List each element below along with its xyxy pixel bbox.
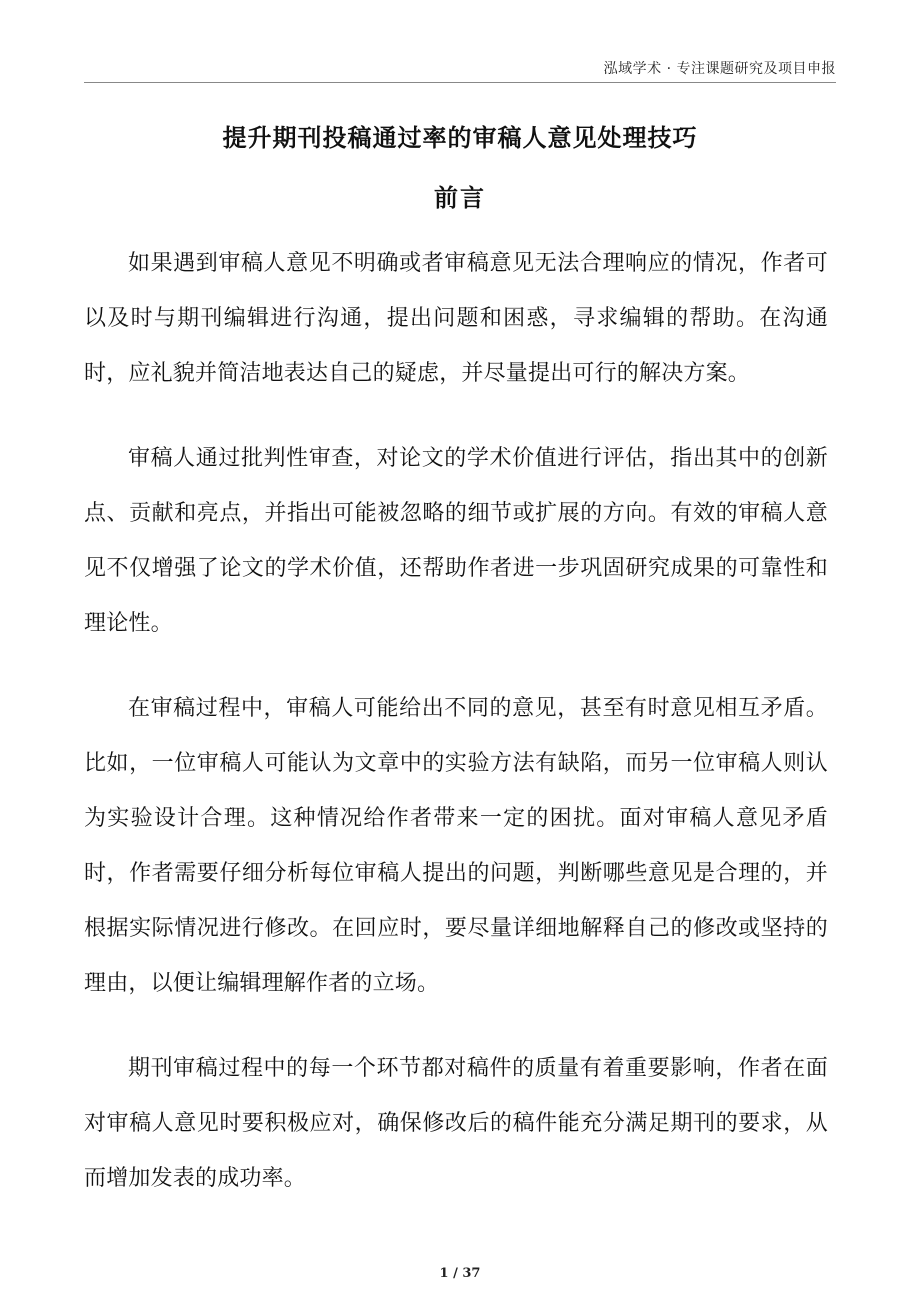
section-heading: 前言 [434, 184, 486, 212]
page-number: 1 / 37 [439, 1266, 481, 1281]
paragraph-1: 如果遇到审稿人意见不明确或者审稿意见无法合理响应的情况，作者可以及时与期刊编辑进行沟通，提出问题和困惑，寻求编辑的帮助。在沟通时，应礼貌并简洁地表达自己的疑虑，并尽量提出可行的解决方案。 [84, 251, 828, 386]
document-body [84, 236, 828, 1236]
document-title: 提升期刊投稿通过率的审稿人意见处理技巧 [222, 124, 698, 152]
page-header-text: 泓域学术 · 专注课题研究及项目申报 [603, 61, 836, 77]
paragraph-2: 审稿人通过批判性审查，对论文的学术价值进行评估，指出其中的创新点、贡献和亮点，并指出可能被忽略的细节或扩展的方向。有效的审稿人意见不仅增强了论文的学术价值，还帮助作者进一步巩固研究成果的可靠性和理论性。 [84, 446, 828, 636]
paragraph-3: 在审稿过程中，审稿人可能给出不同的意见，甚至有时意见相互矛盾。比如，一位审稿人可能认为文章中的实验方法有缺陷，而另一位审稿人则认为实验设计合理。这种情况给作者带来一定的困扰。面对审稿人意见矛盾时，作者需要仔细分析每位审稿人提出的问题，判断哪些意见是合理的，并根据实际情况进行修改。在回应时，要尽量详细地解释自己的修改或坚持的理由，以便让编辑理解作者的立场。 [84, 696, 828, 996]
header-divider [84, 82, 836, 83]
paragraph-4: 期刊审稿过程中的每一个环节都对稿件的质量有着重要影响，作者在面对审稿人意见时要积极应对，确保修改后的稿件能充分满足期刊的要求，从而增加发表的成功率。 [84, 1056, 828, 1191]
